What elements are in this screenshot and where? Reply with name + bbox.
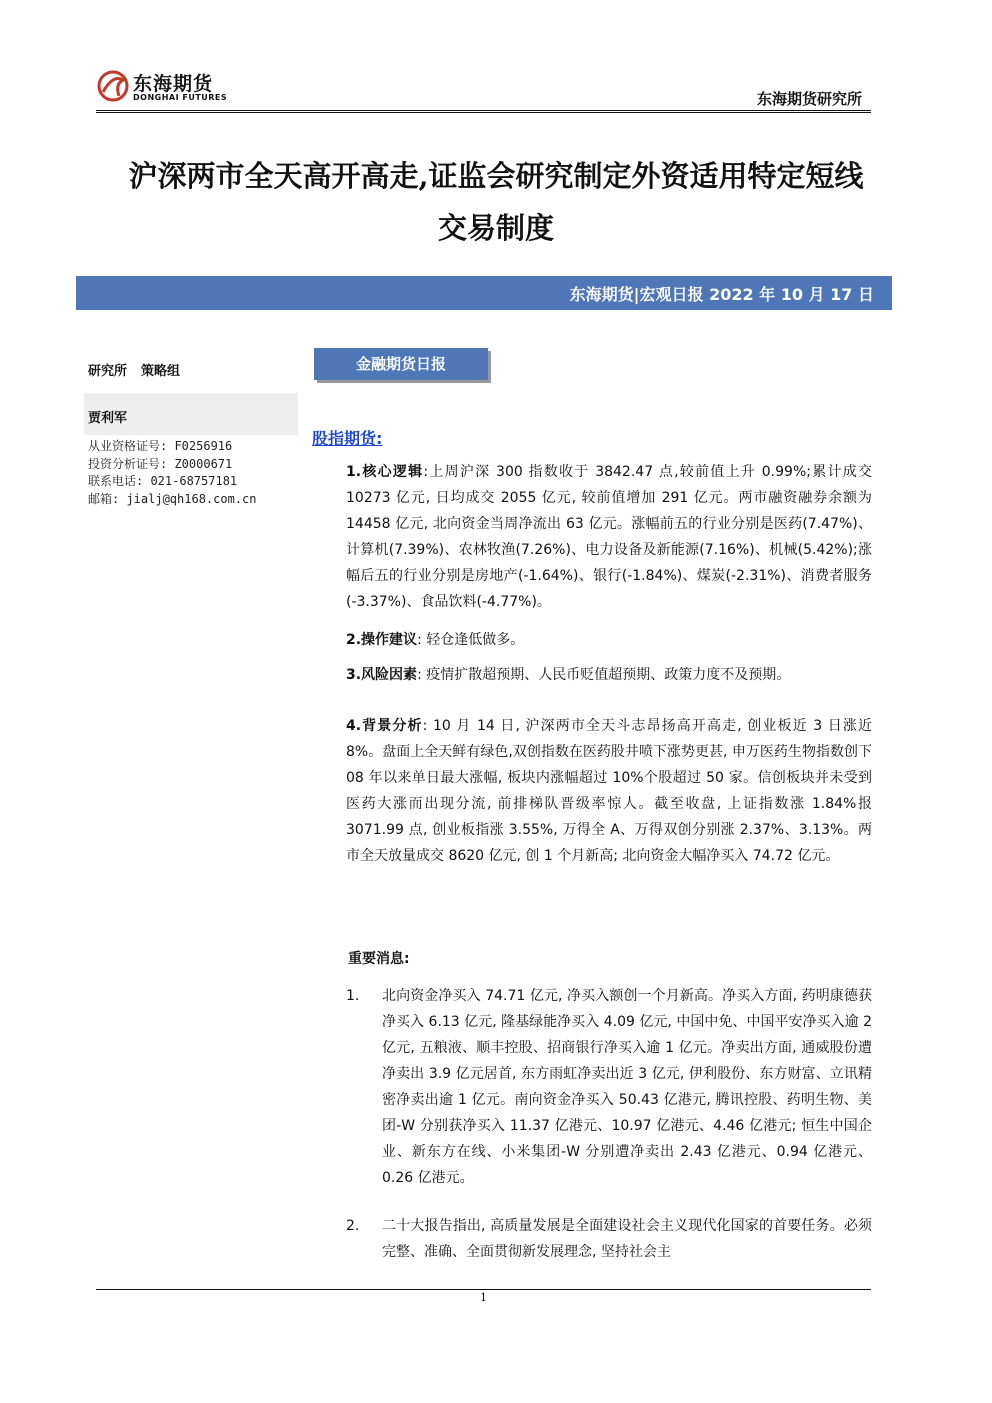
title-line-2: 交易制度	[437, 211, 554, 245]
list-item-text: 北向资金净买入 74.71 亿元, 净买入额创一个月新高。净买入方面, 药明康德获净买入 6.13 亿元, 隆基绿能净买入 4.09 亿元, 中国中免、中国平安净买入逾 2 亿元, 五粮液、顺丰控股、招商银行净买入逾 1 亿元。净卖出方面, 通威股份遭净卖出 3.9 亿元居首, 东方雨虹净卖出近 3 亿元, 伊利股份、东方财富、立讯精密净卖出逾 1 亿元。南向资金净买入 50.43 亿港元, 腾讯控股、药明生物、美团-W 分别获净买入 11.37 亿港元、10.97 亿港元、4.46 亿港元; 恒生中国企业、新东方在线、小米集团-W 分别遭净卖出 2.43 亿港元、0.94 亿港元、0.26 亿港元。	[382, 988, 872, 1186]
sidebar-group: 策略组	[141, 364, 181, 379]
title-line-1: 沪深两市全天高开高走,证监会研究制定外资适用特定短线	[128, 159, 864, 193]
analyst-info	[88, 438, 257, 508]
news-heading: 重要消息:	[348, 951, 410, 967]
paragraph-label: 2.操作建议	[346, 632, 418, 648]
logo-text-cn: 东海期货	[133, 73, 214, 95]
list-item-text: 二十大报告指出, 高质量发展是全面建设社会主义现代化国家的首要任务。必须完整、准确、全面贯彻新发展理念, 坚持社会主	[382, 1218, 872, 1260]
logo-mark-icon	[97, 66, 129, 106]
analyst-license: 投资分析证号: Z0000671	[88, 456, 233, 471]
banner-text: 东海期货|宏观日报 2022 年 10 月 17 日	[569, 285, 874, 304]
sub-heading: 股指期货:	[312, 429, 383, 448]
analyst-name: 贾利军	[88, 411, 128, 426]
paragraph-text: : 轻仓逢低做多。	[417, 632, 525, 648]
section-tag: 金融期货日报	[314, 348, 488, 380]
paragraph-label: 1.核心逻辑	[346, 464, 424, 480]
paragraph-text: : 10 月 14 日, 沪深两市全天斗志昂扬高开高走, 创业板近 3 日涨近 8%。盘面上全天鲜有绿色,双创指数在医药股井喷下涨势更甚, 申万医药生物指数创下 08 年以来单日最大涨幅, 板块内涨幅超过 10%个股超过 50 家。信创板块并未受到医药大涨而出现分流, 前排梯队晋级率惊人。截至收盘, 上证指数涨 1.84%报 3071.99 点, 创业板指涨 3.55%, 万得全 A、万得双创分别涨 2.37%、3.13%。两市全天放量成交 8620 亿元, 创 1 个月新高; 北向资金大幅净买入 74.72 亿元。	[346, 718, 872, 864]
analyst-qualification: 从业资格证号: F0256916	[88, 439, 233, 453]
paragraph-text: :上周沪深 300 指数收于 3842.47 点,较前值上升 0.99%;累计成交 10273 亿元, 日均成交 2055 亿元, 较前值增加 291 亿元。两市融资融券余额为 14458 亿元, 北向资金当周净流出 63 亿元。涨幅前五的行业分别是医药(7.47%)、计算机(7.39%)、农林牧渔(7.26%)、电力设备及新能源(7.16%)、机械(5.42%);涨幅后五的行业分别是房地产(-1.64%)、银行(-1.84%)、煤炭(-2.31%)、消费者服务(-3.37%)、食品饮料(-4.77%)。	[346, 464, 872, 610]
report-banner	[76, 276, 892, 310]
list-item	[346, 1213, 872, 1265]
list-item	[346, 983, 872, 1191]
page-number: 1	[480, 1291, 487, 1304]
paragraph-core-logic	[346, 459, 872, 615]
paragraph-background	[346, 713, 872, 869]
page-title	[60, 150, 932, 254]
paragraph-risk	[346, 662, 872, 688]
list-item-number: 2.	[346, 1218, 360, 1234]
list-item-number: 1.	[346, 988, 360, 1004]
analyst-email: 邮箱: jialj@qh168.com.cn	[88, 491, 257, 506]
paragraph-text: : 疫情扩散超预期、人民币贬值超预期、政策力度不及预期。	[417, 667, 791, 683]
sidebar-dept: 研究所	[88, 364, 128, 379]
header-rule	[96, 110, 871, 113]
analyst-phone: 联系电话: 021-68757181	[88, 474, 238, 488]
paragraph-label: 3.风险因素	[346, 667, 418, 683]
sidebar-team	[88, 360, 194, 379]
footer-rule	[96, 1289, 871, 1290]
paragraph-label: 4.背景分析	[346, 718, 423, 734]
paragraph-advice	[346, 627, 872, 653]
company-logo	[97, 66, 237, 108]
logo-text-en: DONGHAI FUTURES	[133, 93, 228, 102]
header-institute: 东海期货研究所	[756, 90, 862, 108]
